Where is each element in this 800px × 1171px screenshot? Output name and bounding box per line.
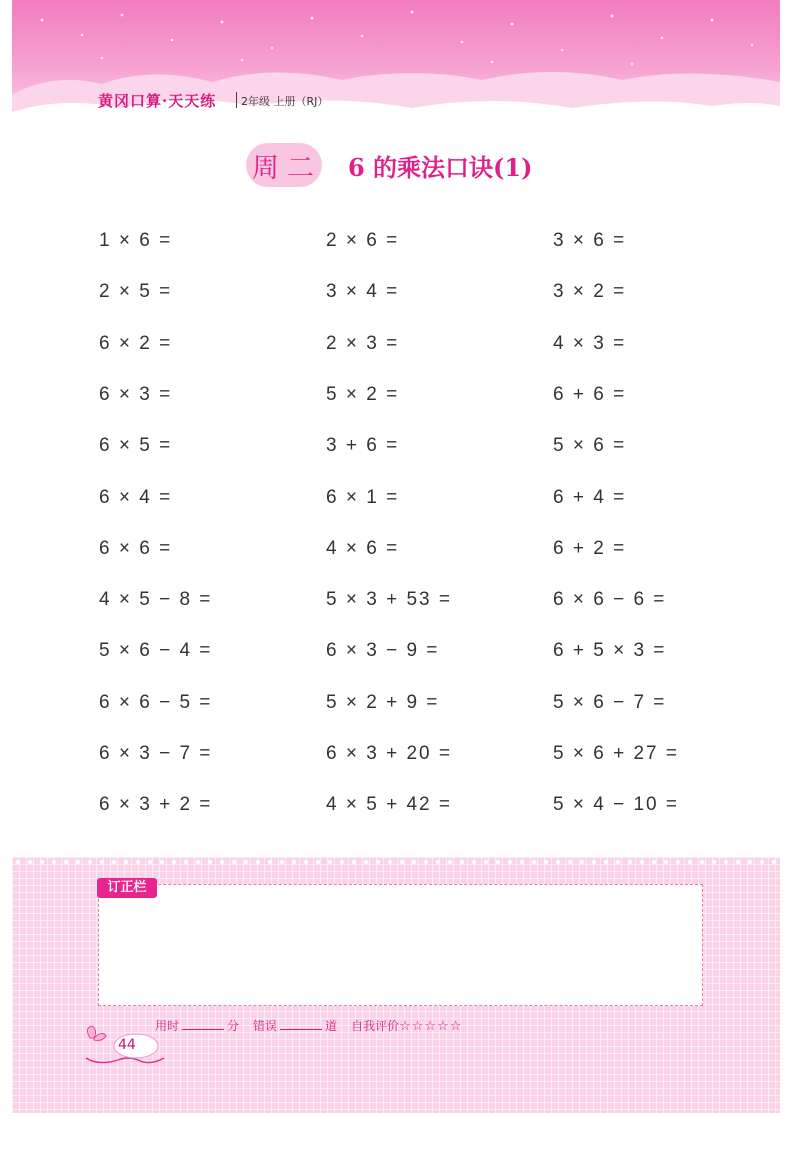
problem-item: 5 × 6 =: [553, 435, 627, 457]
day-label: 周二: [252, 153, 322, 184]
problem-item: 2 × 6 =: [326, 230, 400, 251]
problem-item: 5 × 6 − 7 =: [553, 691, 667, 713]
page-number: 44: [118, 1037, 136, 1053]
header-cloud-decoration: [12, 0, 780, 135]
problem-item: 4 × 5 − 8 =: [99, 589, 213, 611]
self-eval-label: 自我评价: [351, 1019, 400, 1033]
problem-item: 5 × 6 + 27 =: [553, 743, 679, 764]
problem-item: 6 × 6 − 5 =: [99, 691, 213, 713]
problem-item: 2 × 5 =: [99, 281, 173, 303]
errors-label: 错误: [253, 1019, 278, 1033]
problem-item: 2 × 3 =: [326, 332, 400, 354]
problem-item: 4 × 3 =: [553, 332, 627, 354]
problem-item: 6 + 5 × 3 =: [553, 640, 667, 662]
problem-item: 6 × 1 =: [326, 486, 400, 508]
correction-area[interactable]: [98, 884, 703, 1006]
series-title: 黄冈口算·天天练: [98, 92, 217, 110]
errors-blank[interactable]: [280, 1019, 322, 1030]
problem-item: 5 × 2 + 9 =: [326, 691, 440, 713]
problem-item: 6 × 4 =: [99, 486, 173, 508]
minutes-label: 分: [227, 1019, 240, 1033]
problem-item: 6 × 3 + 20 =: [326, 743, 452, 764]
problem-item: 4 × 5 + 42 =: [326, 794, 452, 816]
problem-item: 6 × 6 − 6 =: [553, 589, 667, 611]
problem-item: 5 × 4 − 10 =: [553, 794, 679, 816]
problem-item: 3 × 2 =: [553, 281, 627, 303]
problem-item: 6 + 6 =: [553, 383, 627, 405]
problem-item: 6 + 2 =: [553, 537, 627, 559]
correction-label: 订正栏: [97, 878, 157, 898]
problem-item: 1 × 6 =: [99, 230, 173, 251]
topic-title: 6 的乘法口诀(1): [348, 153, 533, 182]
problem-item: 5 × 3 + 53 =: [326, 589, 452, 611]
problem-item: 5 × 6 − 4 =: [99, 640, 213, 662]
problem-item: 6 × 5 =: [99, 435, 173, 457]
stats-row: [155, 1017, 462, 1034]
problem-item: 3 + 6 =: [326, 435, 400, 457]
header-separator: [236, 92, 237, 108]
rating-stars[interactable]: ☆☆☆☆☆: [399, 1019, 463, 1034]
problem-item: 5 × 2 =: [326, 383, 400, 405]
grade-label: 2年级 上册（RJ）: [241, 95, 329, 108]
questions-label: 道: [325, 1019, 338, 1033]
problem-item: 6 × 3 + 2 =: [99, 794, 213, 816]
problem-item: 6 × 2 =: [99, 332, 173, 354]
footer-dot-border: [12, 857, 780, 867]
problem-item: 6 × 6 =: [99, 537, 173, 559]
problem-item: 6 + 4 =: [553, 486, 627, 508]
problem-item: 6 × 3 − 7 =: [99, 743, 213, 764]
problem-item: 3 × 4 =: [326, 281, 400, 303]
problem-item: 4 × 6 =: [326, 537, 400, 559]
time-blank[interactable]: [182, 1019, 224, 1030]
problem-item: 6 × 3 − 9 =: [326, 640, 440, 662]
problem-item: 3 × 6 =: [553, 230, 627, 251]
time-label: 用时: [155, 1019, 180, 1033]
problem-item: 6 × 3 =: [99, 383, 173, 405]
